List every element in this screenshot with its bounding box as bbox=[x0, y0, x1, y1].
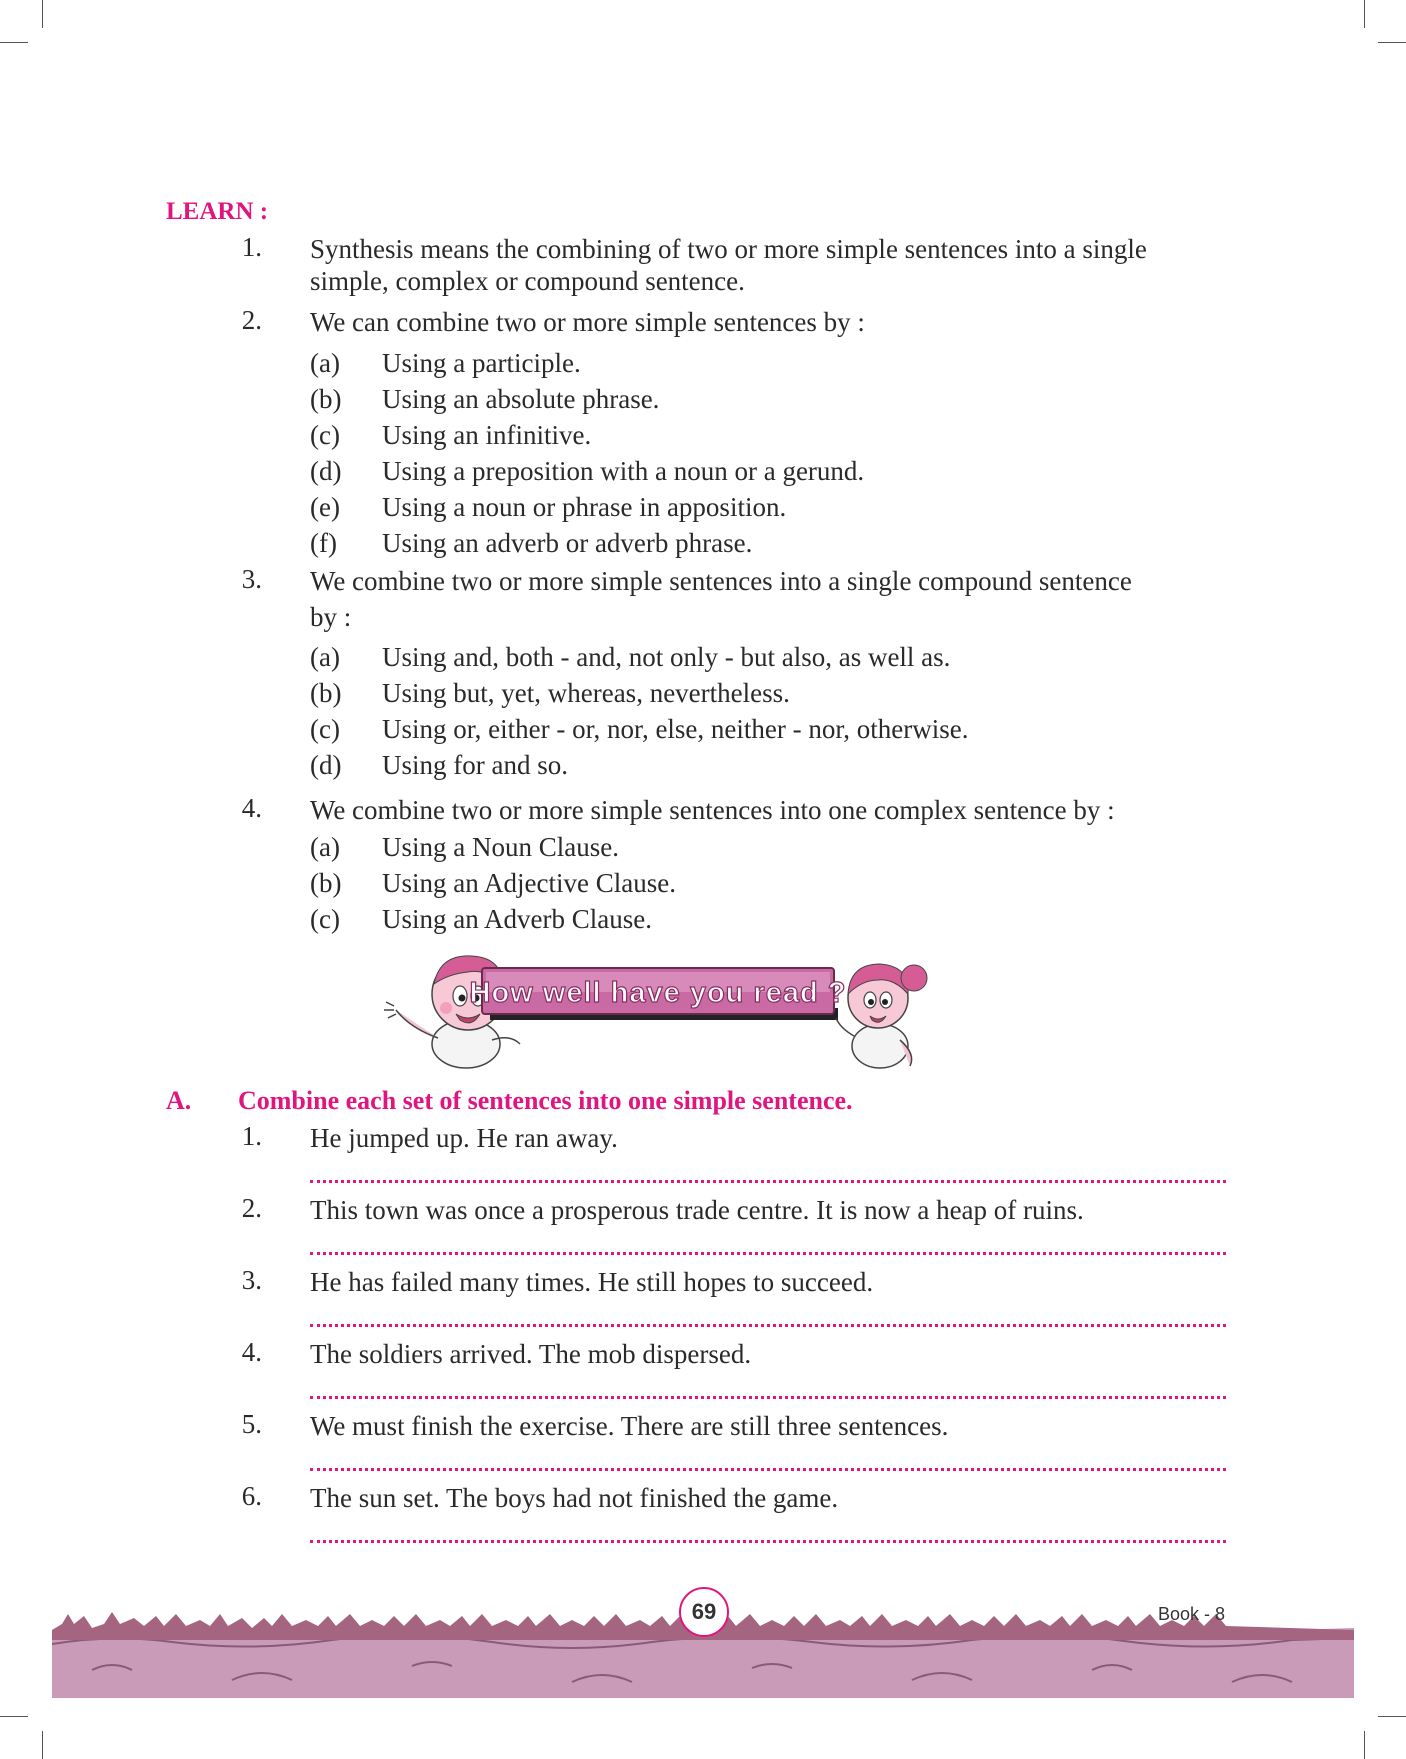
crop-mark bbox=[42, 1731, 43, 1759]
point-text bbox=[310, 232, 1147, 298]
exercise-sentence: He jumped up. He ran away. bbox=[310, 1123, 618, 1153]
point-number: 1. bbox=[241, 232, 262, 262]
crop-mark bbox=[0, 1716, 28, 1717]
point-line: simple, complex or compound sentence. bbox=[310, 266, 745, 296]
point-text: We can combine two or more simple sentences by : bbox=[310, 307, 865, 337]
crop-mark bbox=[1364, 1731, 1365, 1759]
banner-text: How well have you read ? bbox=[469, 977, 847, 1009]
sub-text: Using a Noun Clause. bbox=[382, 832, 619, 862]
sub-label: (e) bbox=[310, 492, 340, 522]
sub-text: Using and, both - and, not only - but also, as well as. bbox=[382, 642, 951, 672]
girl-illustration bbox=[836, 964, 927, 1068]
exercise-number: 4. bbox=[241, 1337, 262, 1367]
sub-text: Using but, yet, whereas, nevertheless. bbox=[382, 678, 790, 708]
crop-mark bbox=[42, 0, 43, 28]
point-number: 4. bbox=[241, 793, 262, 823]
point-number: 3. bbox=[241, 564, 262, 594]
sub-text: Using an infinitive. bbox=[382, 420, 592, 450]
point-text: We combine two or more simple sentences into one complex sentence by : bbox=[310, 795, 1115, 825]
exercise-sentence: The sun set. The boys had not finished the game. bbox=[310, 1483, 839, 1513]
exercise-number: 3. bbox=[241, 1265, 262, 1295]
sub-label: (c) bbox=[310, 714, 340, 744]
sub-label: (c) bbox=[310, 904, 340, 934]
sub-text: Using an adverb or adverb phrase. bbox=[382, 528, 753, 558]
sub-label: (b) bbox=[310, 384, 342, 414]
exercise-sentence: This town was once a prosperous trade centre. It is now a heap of ruins. bbox=[310, 1195, 1084, 1225]
sub-label: (b) bbox=[310, 678, 342, 708]
sub-label: (a) bbox=[310, 348, 340, 378]
sub-text: Using a participle. bbox=[382, 348, 581, 378]
sub-label: (c) bbox=[310, 420, 340, 450]
sub-text: Using an Adjective Clause. bbox=[382, 868, 676, 898]
exercise-number: 2. bbox=[241, 1193, 262, 1223]
answer-line[interactable] bbox=[310, 1540, 1226, 1543]
exercise-label: A. bbox=[166, 1086, 192, 1115]
exercise-number: 1. bbox=[241, 1121, 262, 1151]
sub-label: (f) bbox=[310, 528, 337, 558]
exercise-sentence: We must finish the exercise. There are still three sentences. bbox=[310, 1411, 949, 1441]
sub-text: Using an Adverb Clause. bbox=[382, 904, 652, 934]
point-line: Synthesis means the combining of two or more simple sentences into a single bbox=[310, 234, 1147, 264]
point-text bbox=[310, 564, 1132, 634]
sub-label: (b) bbox=[310, 868, 342, 898]
answer-line[interactable] bbox=[310, 1468, 1226, 1471]
sub-text: Using for and so. bbox=[382, 750, 568, 780]
answer-line[interactable] bbox=[310, 1180, 1226, 1183]
page-number: 69 bbox=[679, 1587, 729, 1637]
exercise-sentence: The soldiers arrived. The mob dispersed. bbox=[310, 1339, 752, 1369]
banner-board bbox=[470, 968, 847, 1020]
point-number: 2. bbox=[241, 305, 262, 335]
sub-label: (d) bbox=[310, 750, 342, 780]
sub-text: Using a noun or phrase in apposition. bbox=[382, 492, 787, 522]
exercise-sentence: He has failed many times. He still hopes to succeed. bbox=[310, 1267, 874, 1297]
sub-text: Using or, either - or, nor, else, neither - nor, otherwise. bbox=[382, 714, 969, 744]
answer-line[interactable] bbox=[310, 1396, 1226, 1399]
answer-line[interactable] bbox=[310, 1324, 1226, 1327]
learn-heading: LEARN : bbox=[166, 198, 269, 225]
exercise-instruction: Combine each set of sentences into one simple sentence. bbox=[238, 1086, 853, 1115]
point-line: by : bbox=[310, 602, 352, 632]
crop-mark bbox=[0, 42, 28, 43]
crop-mark bbox=[1364, 0, 1365, 28]
book-label: Book - 8 bbox=[1158, 1604, 1226, 1624]
answer-line[interactable] bbox=[310, 1252, 1226, 1255]
exercise-number: 6. bbox=[241, 1481, 262, 1511]
sub-label: (a) bbox=[310, 832, 340, 862]
sub-text: Using a preposition with a noun or a gerund. bbox=[382, 456, 865, 486]
banner-illustration bbox=[380, 948, 1030, 1072]
crop-mark bbox=[1378, 1716, 1406, 1717]
exercise-number: 5. bbox=[241, 1409, 262, 1439]
sub-label: (d) bbox=[310, 456, 342, 486]
sub-label: (a) bbox=[310, 642, 340, 672]
crop-mark bbox=[1378, 42, 1406, 43]
sub-text: Using an absolute phrase. bbox=[382, 384, 660, 414]
point-line: We combine two or more simple sentences into a single compound sentence bbox=[310, 566, 1132, 596]
